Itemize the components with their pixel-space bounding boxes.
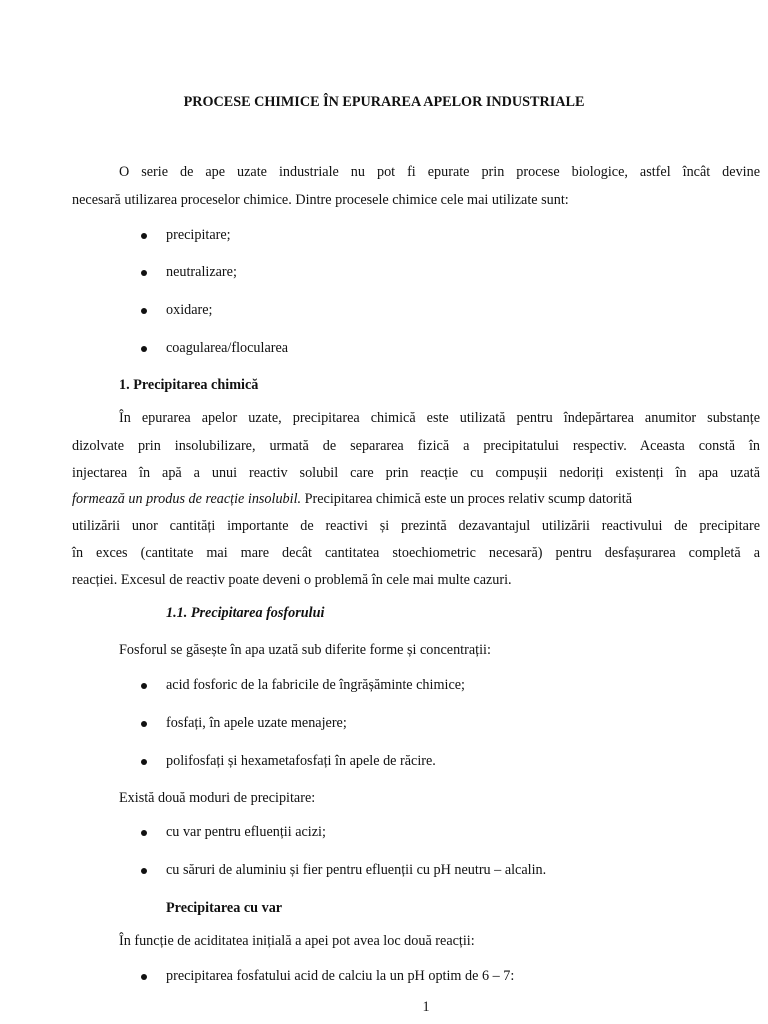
lime-intro: În funcție de aciditatea inițială a apei pot avea loc două reacții:	[119, 933, 475, 949]
phosphorus-intro: Fosforul se găsește în apa uzată sub diferite forme și concentrații:	[119, 642, 491, 658]
list-item: cu săruri de aluminiu și fier pentru efluenții cu pH neutru – alcalin.	[166, 862, 547, 878]
emphasis-text: formează un produs de reacție insolubil.	[72, 491, 302, 507]
section1-line-4-rest: Precipitarea chimică este un proces relativ scump datorită	[301, 491, 632, 507]
bullet-icon	[141, 683, 147, 689]
bullet-icon	[141, 974, 147, 980]
section1-line-3: injectarea în apă a unui reactiv solubil care prin reacție cu compușii nedoriți existenți în apa uzată	[72, 465, 760, 481]
list-item: oxidare;	[166, 302, 213, 318]
bullet-icon	[141, 346, 147, 352]
bullet-icon	[141, 721, 147, 727]
document-title: PROCESE CHIMICE ÎN EPURAREA APELOR INDUSTRIALE	[183, 94, 585, 110]
list-item: neutralizare;	[166, 264, 237, 280]
bullet-icon	[141, 759, 147, 765]
subsection-heading-phosphorus: 1.1. Precipitarea fosforului	[166, 605, 325, 621]
bullet-icon	[141, 308, 147, 314]
section1-line-6: în exces (cantitate mai mare decât cantitatea stoechiometric necesară) pentru desfașurarea completă a	[72, 545, 760, 561]
bullet-icon	[141, 868, 147, 874]
section1-line-5: utilizării unor cantități importante de reactivi și prezintă dezavantajul utilizării reactivului de precipitare	[72, 518, 760, 534]
section-heading-precipitation: 1. Precipitarea chimică	[119, 377, 259, 393]
intro-line-1: O serie de ape uzate industriale nu pot fi epurate prin procese biologice, astfel încât devine	[119, 164, 760, 180]
list-item: acid fosforic de la fabricile de îngrășăminte chimice;	[166, 677, 465, 693]
bullet-icon	[141, 270, 147, 276]
section1-line-4	[72, 492, 760, 506]
list-item: coagularea/flocularea	[166, 340, 289, 356]
section1-line-2: dizolvate prin insolubilizare, urmată de separarea fizică a precipitatului respectiv. Aceasta constă în	[72, 438, 760, 454]
list-item: fosfați, în apele uzate menajere;	[166, 715, 347, 731]
list-item: cu var pentru efluenții acizi;	[166, 824, 326, 840]
intro-line-2: necesară utilizarea proceselor chimice. Dintre procesele chimice cele mai utilizate sunt:	[72, 192, 569, 208]
list-item: precipitare;	[166, 227, 231, 243]
bullet-icon	[141, 830, 147, 836]
page-number: 1	[422, 999, 430, 1015]
subsection-heading-lime: Precipitarea cu var	[166, 900, 283, 916]
list-item: polifosfați și hexametafosfați în apele de răcire.	[166, 753, 436, 769]
modes-intro: Există două moduri de precipitare:	[119, 790, 316, 806]
list-item: precipitarea fosfatului acid de calciu la un pH optim de 6 – 7:	[166, 968, 515, 984]
section1-line-1: În epurarea apelor uzate, precipitarea chimică este utilizată pentru îndepărtarea anumitor substanțe	[119, 410, 760, 426]
bullet-icon	[141, 233, 147, 239]
section1-line-7: reacției. Excesul de reactiv poate deveni o problemă în cele mai multe cazuri.	[72, 572, 512, 588]
